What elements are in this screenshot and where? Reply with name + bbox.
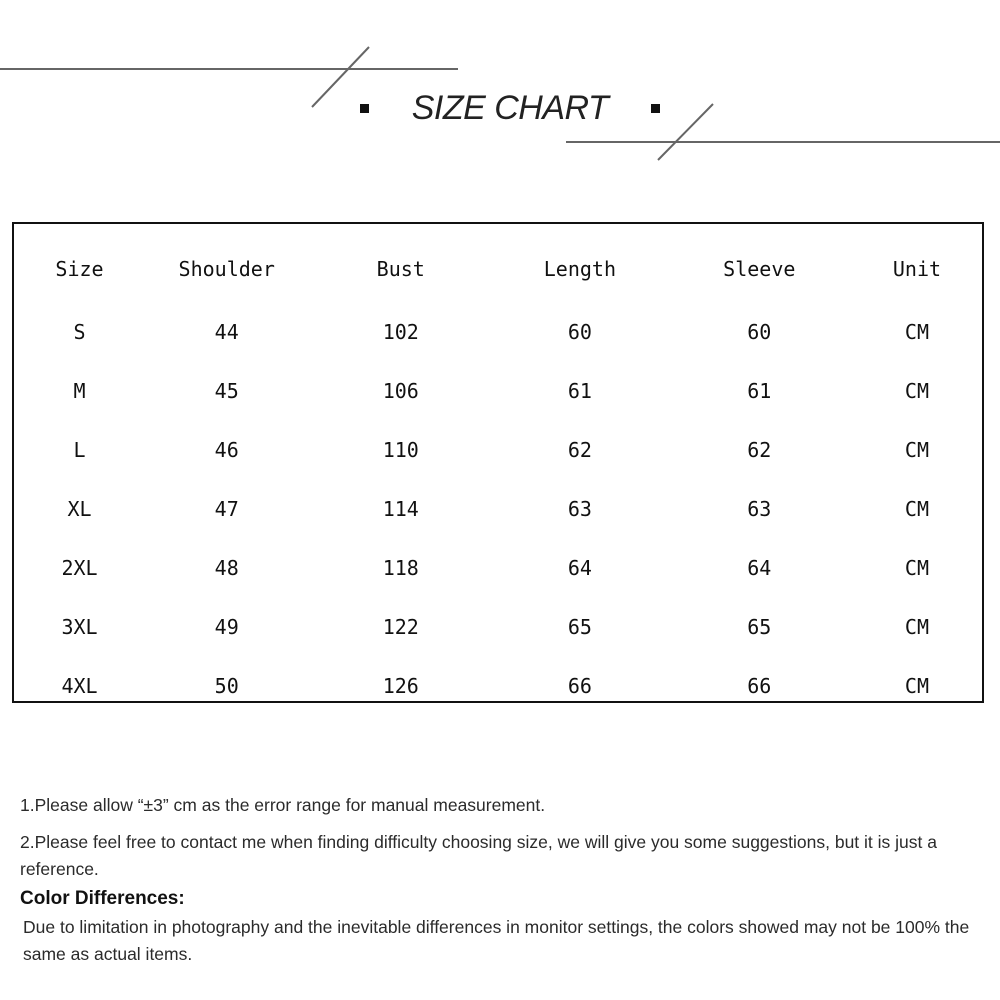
table-cell: CM [904,378,929,403]
table-row [14,597,982,656]
measurement-note: 1.Please allow “±3” cm as the error range for manual measurement. [20,795,546,815]
table-cell: CM [904,673,929,698]
title-right-bullet-icon [651,104,660,113]
table-cell: 66 [747,673,772,698]
color-differences-text: Due to limitation in photography and the inevitable differences in monitor settings, the colors showed may not be 100% the same as actual items. [23,917,970,964]
table-cell: 2XL [61,555,98,580]
table-cell: 60 [567,319,592,344]
size-table [14,236,982,715]
table-cell: 46 [214,437,239,462]
table-row [14,479,982,538]
table-row [14,361,982,420]
table-cell: L [73,437,86,462]
table-cell: 50 [214,673,239,698]
table-cell: 110 [382,437,419,462]
title-left-bullet-icon [360,104,369,113]
table-cell: 66 [567,673,592,698]
table-cell: 122 [382,614,419,639]
table-cell: 63 [747,496,772,521]
table-cell: CM [904,496,929,521]
table-cell: CM [904,319,929,344]
table-cell: 118 [382,555,419,580]
table-cell: 65 [567,614,592,639]
table-cell: 45 [214,378,239,403]
column-header-length: Length [543,257,616,281]
table-cell: 4XL [61,673,98,698]
table-cell: CM [904,614,929,639]
column-header-unit: Unit [892,257,942,281]
table-cell: 49 [214,614,239,639]
page-title: SIZE CHART [411,88,609,127]
notes-section [20,792,985,968]
table-cell: 64 [747,555,772,580]
color-differences-heading: Color Differences: [20,888,185,909]
table-cell: 106 [382,378,419,403]
table-cell: S [73,319,86,344]
table-cell: 62 [747,437,772,462]
contact-note: 2.Please feel free to contact me when finding difficulty choosing size, we will give you some suggestions, but it is just a reference. [20,832,937,879]
table-cell: 114 [382,496,419,521]
table-cell: CM [904,555,929,580]
column-header-size: Size [55,257,104,281]
table-row [14,656,982,715]
table-cell: 126 [382,673,419,698]
table-cell: 65 [747,614,772,639]
table-row [14,538,982,597]
table-cell: 61 [747,378,772,403]
size-table-frame [12,222,984,703]
table-cell: 64 [567,555,592,580]
column-header-bust: Bust [376,257,425,281]
table-cell: 48 [214,555,239,580]
table-cell: 102 [382,319,419,344]
table-cell: 44 [214,319,239,344]
table-cell: 60 [747,319,772,344]
table-cell: 62 [567,437,592,462]
column-header-sleeve: Sleeve [723,257,796,281]
title-block [360,84,660,132]
table-cell: 63 [567,496,592,521]
table-row [14,420,982,479]
table-cell: CM [904,437,929,462]
table-row [14,302,982,361]
column-header-shoulder: Shoulder [178,257,275,281]
top-right-slash [658,104,713,160]
table-cell: XL [67,496,92,521]
table-cell: 3XL [61,614,98,639]
table-cell: 47 [214,496,239,521]
table-header-row [14,236,982,302]
table-cell: M [73,378,86,403]
table-cell: 61 [567,378,592,403]
